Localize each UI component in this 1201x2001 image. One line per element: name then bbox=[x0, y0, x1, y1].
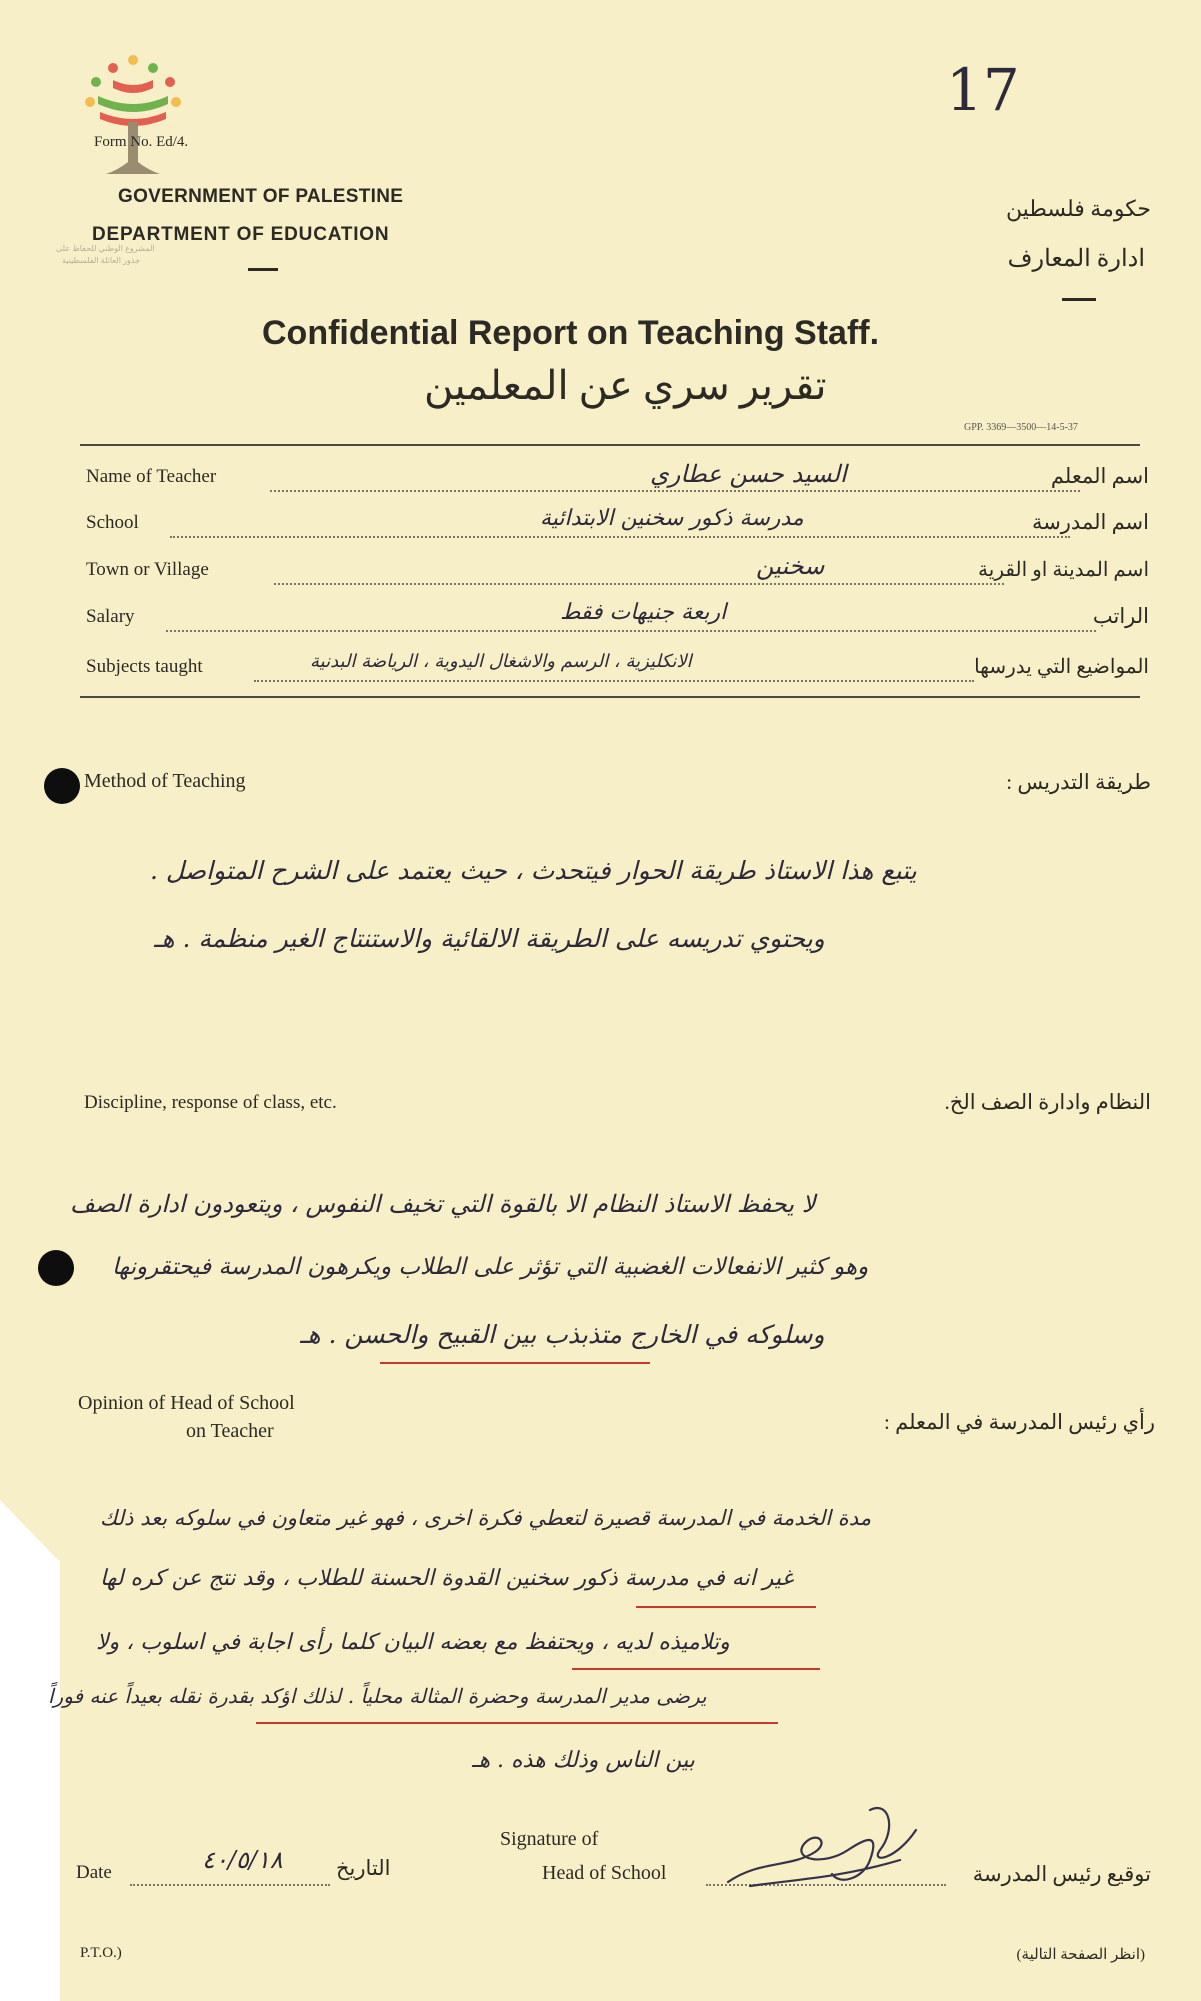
salary-label-en: Salary bbox=[86, 606, 135, 627]
opinion-text-line-4: يرضى مدير المدرسة وحضرة المثالة محلياً . لذلك اؤكد بقدرة نقله بعيداً عنه فوراً bbox=[48, 1684, 707, 1708]
town-value: سخنين bbox=[756, 552, 825, 580]
school-value: مدرسة ذكور سخنين الابتدائية bbox=[540, 506, 804, 531]
government-heading-en: GOVERNMENT OF PALESTINE bbox=[118, 186, 404, 207]
signature-label-ar: توقيع رئيس المدرسة bbox=[972, 1862, 1151, 1886]
opinion-text-line-2: غير انه في مدرسة ذكور سخنين القدوة الحسنة للطلاب ، وقد نتج عن كره لها bbox=[100, 1566, 794, 1591]
subjects-label-ar: المواضيع التي يدرسها bbox=[974, 656, 1149, 678]
signature-label-2: Head of School bbox=[542, 1862, 667, 1884]
opinion-underline-3 bbox=[256, 1722, 778, 1724]
opinion-label-en-2: on Teacher bbox=[186, 1420, 274, 1442]
department-heading-ar: ادارة المعارف bbox=[1007, 246, 1145, 272]
salary-dots bbox=[166, 630, 1096, 632]
town-label-en: Town or Village bbox=[86, 559, 209, 580]
opinion-text-line-5: بين الناس وذلك هذه . هـ bbox=[472, 1748, 695, 1773]
method-text-line-1: يتبع هذا الاستاذ طريقة الحوار فيتحدث ، حيث يعتمد على الشرح المتواصل . bbox=[150, 856, 917, 885]
method-label-en: Method of Teaching bbox=[84, 770, 246, 792]
subjects-label-en: Subjects taught bbox=[86, 656, 203, 677]
opinion-underline-2 bbox=[572, 1668, 820, 1670]
pto-en: P.T.O.) bbox=[80, 1945, 122, 1961]
date-value: ٤٠/٥/١٨ bbox=[202, 1846, 283, 1874]
family-tree-logo-icon bbox=[78, 52, 188, 182]
date-label-ar: التاريخ bbox=[336, 1856, 391, 1880]
subjects-value: الانكليزية ، الرسم والاشغال اليدوية ، الرياضة البدنية bbox=[310, 651, 692, 672]
fields-top-rule bbox=[80, 444, 1140, 446]
discipline-text-line-3: وسلوكه في الخارج متذبذب بين القبيح والحسن . هـ bbox=[300, 1320, 825, 1349]
print-code: GPP. 3369—3500—14-5-37 bbox=[964, 422, 1078, 433]
school-dots bbox=[170, 536, 1070, 538]
salary-value: اربعة جنيهات فقط bbox=[560, 600, 727, 625]
folio-number: 17 bbox=[946, 56, 1020, 124]
government-heading-ar: حكومة فلسطين bbox=[1005, 196, 1151, 221]
subjects-dots bbox=[254, 680, 974, 682]
school-label-en: School bbox=[86, 512, 139, 533]
ink-blot-2 bbox=[38, 1250, 74, 1286]
report-title-ar: تقرير سري عن المعلمين bbox=[424, 363, 827, 408]
discipline-text-line-1: لا يحفظ الاستاذ النظام الا بالقوة التي تخيف النفوس ، ويتعودون ادارة الصف bbox=[70, 1190, 816, 1218]
report-title-en: Confidential Report on Teaching Staff. bbox=[262, 314, 880, 352]
watermark-text-1: المشروع الوطني للحفاظ على bbox=[56, 244, 155, 253]
name-label-en: Name of Teacher bbox=[86, 466, 217, 487]
signature-label-1: Signature of bbox=[500, 1828, 599, 1850]
name-label-ar: اسم المعلم bbox=[1050, 464, 1149, 488]
page-edge bbox=[0, 1560, 60, 2001]
signature-mark bbox=[720, 1790, 940, 1900]
opinion-text-line-3: وتلاميذه لديه ، ويحتفظ مع بعضه البيان كلما رأى اجابة في اسلوب ، ولا bbox=[96, 1630, 730, 1655]
opinion-label-en-1: Opinion of Head of School bbox=[78, 1392, 295, 1414]
town-label-ar: اسم المدينة او القرية bbox=[978, 559, 1149, 581]
pto-ar: (انظر الصفحة التالية) bbox=[1016, 1947, 1145, 1963]
header-dash-left bbox=[248, 268, 278, 271]
name-dots bbox=[270, 490, 1080, 492]
ink-blot bbox=[44, 768, 80, 804]
discipline-underline bbox=[380, 1362, 650, 1364]
form-number: Form No. Ed/4. bbox=[94, 134, 189, 150]
date-dots bbox=[130, 1884, 330, 1886]
method-label-ar: طريقة التدريس : bbox=[1006, 770, 1151, 794]
opinion-text-line-1: مدة الخدمة في المدرسة قصيرة لتعطي فكرة اخرى ، فهو غير متعاون في سلوكه بعد ذلك bbox=[100, 1506, 872, 1530]
torn-corner bbox=[0, 1500, 58, 1560]
discipline-label-en: Discipline, response of class, etc. bbox=[84, 1092, 337, 1113]
header-dash-right bbox=[1062, 298, 1096, 301]
salary-label-ar: الراتب bbox=[1092, 604, 1149, 628]
town-dots bbox=[274, 583, 1004, 585]
discipline-text-line-2: وهو كثير الانفعالات الغضبية التي تؤثر على الطلاب ويكرهون المدرسة فيحتقرونها bbox=[112, 1254, 869, 1280]
discipline-label-ar: النظام وادارة الصف الخ. bbox=[944, 1090, 1151, 1114]
department-heading-en: DEPARTMENT OF EDUCATION bbox=[92, 224, 390, 245]
opinion-underline-1 bbox=[636, 1606, 816, 1608]
method-text-line-2: ويحتوي تدريسه على الطريقة الالقائية والاستنتاج الغير منظمة . هـ bbox=[154, 924, 825, 953]
date-label-en: Date bbox=[76, 1862, 112, 1883]
teacher-name-value: السيد حسن عطاري bbox=[650, 460, 847, 488]
opinion-label-ar: رأي رئيس المدرسة في المعلم : bbox=[884, 1410, 1155, 1434]
fields-bottom-rule bbox=[80, 696, 1140, 698]
watermark-text-2: جذور العائلة الفلسطينية bbox=[62, 256, 141, 265]
school-label-ar: اسم المدرسة bbox=[1031, 510, 1149, 534]
